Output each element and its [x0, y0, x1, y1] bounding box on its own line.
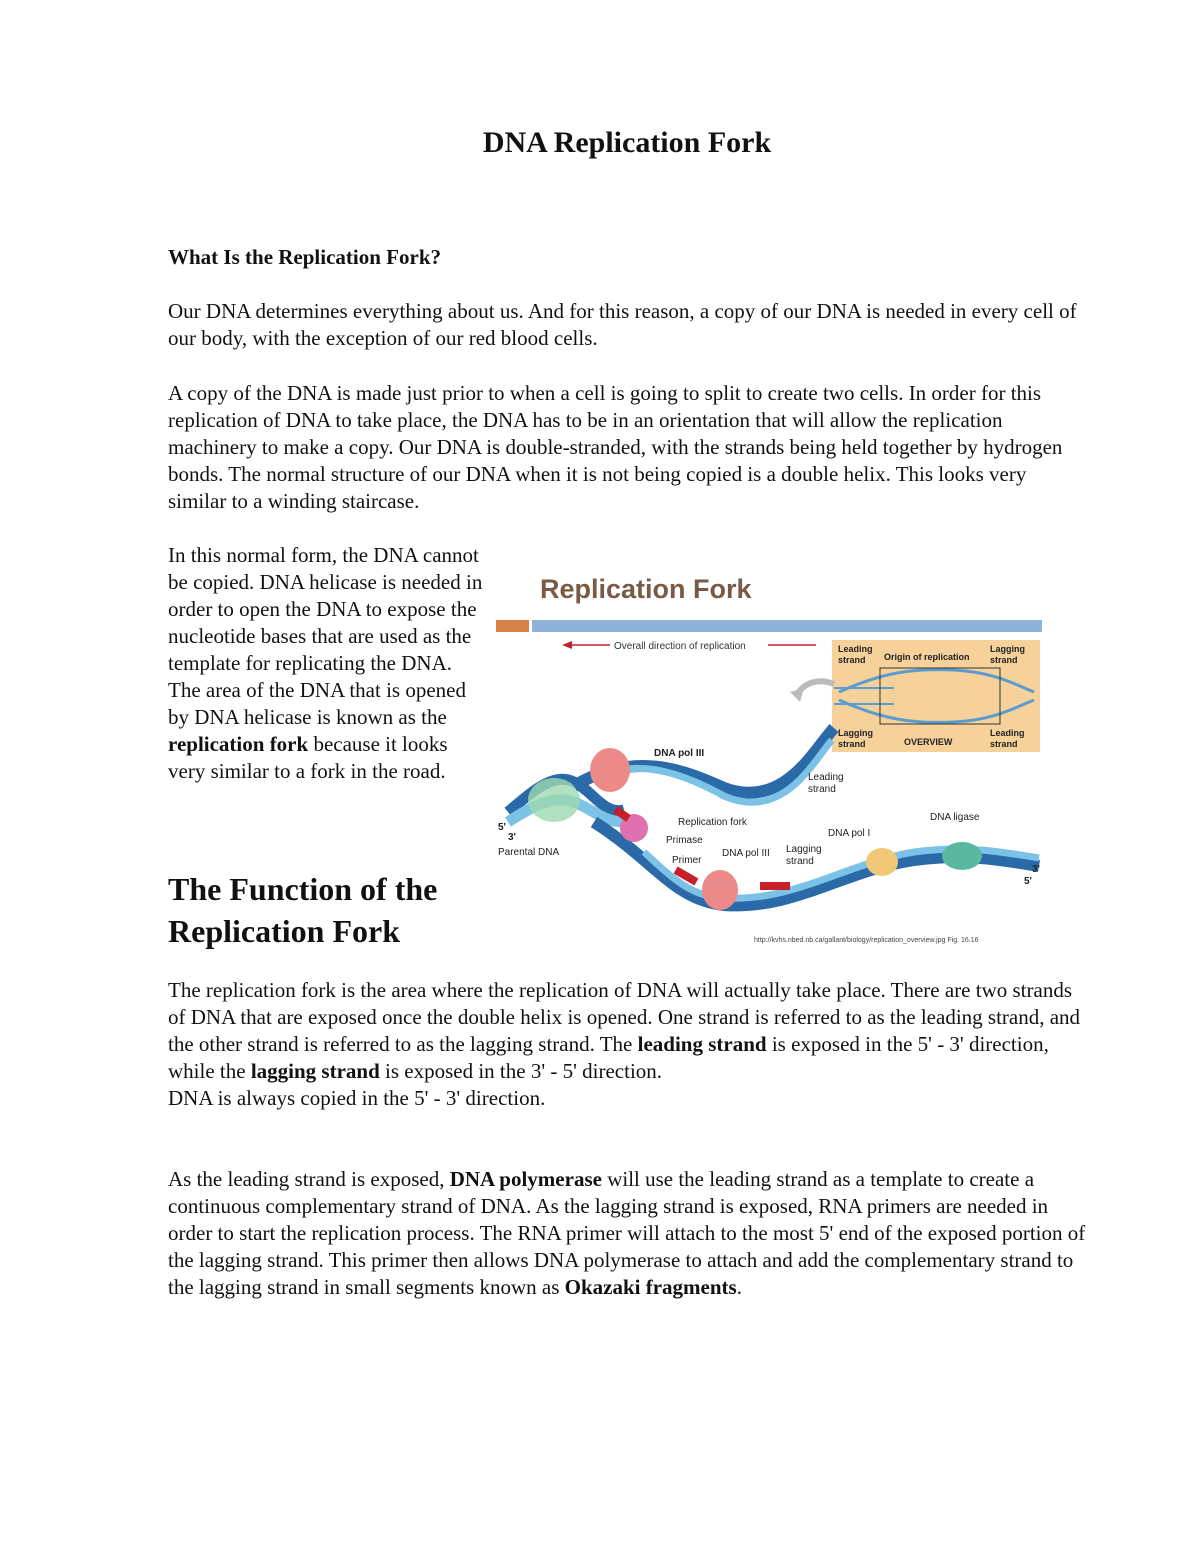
text-normal-form: In this normal form, the DNA cannot be copied. DNA helicase is needed in order to open the DNA to expose the nucleotide bases that are used as the template for replicating the DNA. The area of the DNA that is opened by DNA helicase is known as the	[168, 543, 483, 729]
label-lagging-strand: Lagging strand	[786, 844, 822, 867]
dna-pol-i-protein	[866, 848, 898, 876]
dna-ligase-protein	[942, 842, 982, 870]
section-heading-function: The Function of the Replication Fork	[168, 871, 438, 949]
text-always-copied: DNA is always copied in the 5' - 3' direction.	[168, 1086, 546, 1110]
text-fork-area: The replication fork is the area where the replication of DNA will actually take place. There are two strands of DNA that are exposed once the double helix is opened. One strand is referred to as the leading strand, and the other strand is referred to as the lagging strand. The	[168, 978, 1081, 1056]
overview-leading-tl: Leading strand	[838, 644, 873, 665]
paragraph-copy-of-dna: A copy of the DNA is made just prior to when a cell is going to split to create two cells. In order for this replication of DNA to take place, the DNA has to be in an orientation that will allow the replication machinery to make a copy. Our DNA is double-stranded, with the strands being held together by hydrogen bonds. The normal structure of our DNA when it is not being copied is a double helix. This looks very similar to a winding staircase.	[168, 381, 1063, 513]
text-exposed-35: is exposed in the 3' - 5' direction.	[379, 1059, 663, 1083]
overview-label: OVERVIEW	[904, 737, 953, 747]
overview-origin: Origin of replication	[884, 652, 970, 662]
dna-pol-iii-top	[590, 748, 630, 792]
label-primase: Primase	[666, 835, 703, 846]
primer-segment-mid	[760, 882, 790, 890]
direction-label: Overall direction of replication	[614, 641, 746, 652]
label-leading-strand: Leading strand	[808, 772, 844, 795]
figure-source: http://kvhs.nbed.nb.ca/gallant/biology/replication_overview.jpg Fig. 16.16	[754, 937, 979, 944]
label-three-prime-right: 3'	[1032, 864, 1040, 875]
replication-fork-figure	[494, 560, 1050, 950]
label-parental-dna: Parental DNA	[498, 847, 560, 858]
bold-lagging-strand: lagging strand	[250, 1059, 380, 1083]
bold-okazaki-fragments: Okazaki fragments	[564, 1275, 737, 1299]
bold-leading-strand: leading strand	[637, 1032, 767, 1056]
figure-bar-orange	[496, 620, 529, 632]
text-fork-in-road: because it looks very similar to a fork in the road.	[168, 732, 448, 783]
label-dna-pol-iii-bottom: DNA pol III	[722, 848, 770, 859]
bold-replication-fork: replication fork	[168, 732, 309, 756]
paragraph-fork-area	[168, 977, 1088, 1112]
paragraph-normal-form	[168, 542, 488, 785]
text-period: .	[736, 1275, 742, 1299]
label-dna-ligase: DNA ligase	[930, 812, 980, 823]
overview-lagging-tr: Lagging strand	[990, 644, 1025, 665]
section-heading-what-is: What Is the Replication Fork?	[168, 245, 441, 269]
label-primer: Primer	[672, 855, 702, 866]
overview-lagging-bl: Lagging strand	[838, 728, 873, 749]
paragraph-leading-exposed	[168, 1166, 1088, 1301]
figure-bar-blue	[532, 620, 1042, 632]
text-exposed-direction: is exposed in the 5' - 3' direction, while the	[168, 1032, 1049, 1083]
figure-title: Replication Fork	[540, 574, 752, 604]
text-polymerase-use: will use the leading strand as a template to create a continuous complementary strand of DNA. As the lagging strand is exposed, RNA primers are needed in order to start the replication process. The RNA primer will attach to the most 5' end of the exposed portion of the lagging strand. This primer then allows DNA polymerase to attach and add the complementary strand to the lagging strand in small segments known as	[168, 1167, 1086, 1299]
zoom-arrowhead-icon	[790, 688, 804, 702]
label-dna-pol-i: DNA pol I	[828, 828, 871, 839]
label-replication-fork: Replication fork	[678, 817, 747, 828]
overview-leading-br: Leading strand	[990, 728, 1025, 749]
bold-dna-polymerase: DNA polymerase	[449, 1167, 602, 1191]
text-as-leading: As the leading strand is exposed,	[168, 1167, 450, 1191]
page-title: DNA Replication Fork	[482, 126, 772, 159]
label-five-prime-left: 5'	[498, 822, 506, 833]
label-three-prime-left: 3'	[508, 832, 516, 843]
helicase-protein	[528, 778, 580, 822]
dna-pol-iii-bottom	[702, 870, 738, 910]
label-dna-pol-iii-top: DNA pol III	[654, 748, 705, 759]
label-five-prime-right: 5'	[1024, 876, 1032, 887]
paragraph-dna-determines: Our DNA determines everything about us. And for this reason, a copy of our DNA is needed in every cell of our body, with the exception of our red blood cells.	[168, 299, 1077, 350]
direction-arrowhead-icon	[562, 641, 572, 649]
